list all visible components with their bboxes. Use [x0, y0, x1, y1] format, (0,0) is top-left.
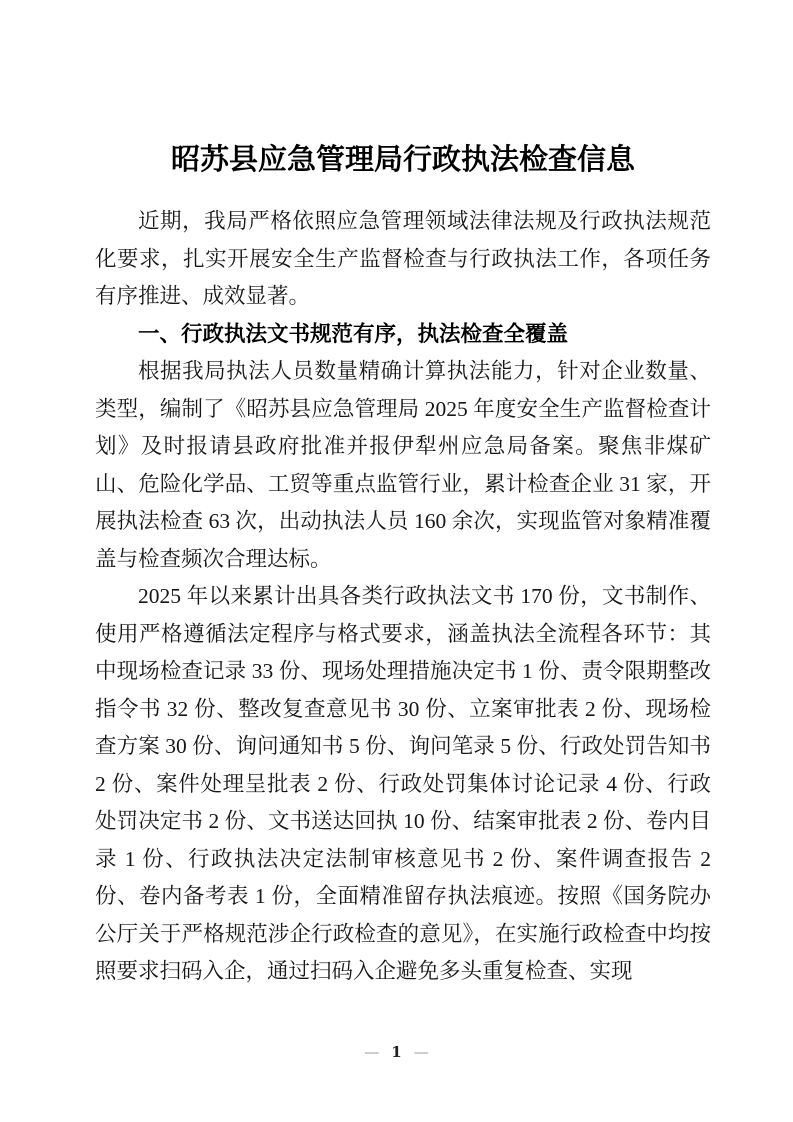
page-footer: [0, 1045, 793, 1060]
page-number-dash-left: —: [364, 1043, 380, 1061]
document-body: [95, 203, 711, 991]
page-number: 1: [391, 1043, 402, 1061]
paragraph-inspection-plan: 根据我局执法人员数量精确计算执法能力，针对企业数量、类型，编制了《昭苏县应急管理局 2025 年度安全生产监督检查计划》及时报请县政府批准并报伊犁州应急局备案。聚焦非煤矿山、危险化学品、工贸等重点监管行业，累计检查企业 31 家，开展执法检查 63 次，出动执法人员 160 余次，实现监管对象精准覆盖与检查频次合理达标。: [95, 359, 711, 571]
paragraph-intro: 近期，我局严格依照应急管理领域法律法规及行政执法规范化要求，扎实开展安全生产监督检查与行政执法工作，各项任务有序推进、成效显著。: [95, 209, 711, 308]
section-heading-1: 一、行政执法文书规范有序，执法检查全覆盖: [138, 321, 569, 346]
paragraph-enforcement-documents: 2025 年以来累计出具各类行政执法文书 170 份，文书制作、使用严格遵循法定程序与格式要求，涵盖执法全流程各环节：其中现场检查记录 33 份、现场处理措施决定书 1 份、责令限期整改指令书 32 份、整改复查意见书 30 份、立案审批表 2 份、现场检查方案 30 份、询问通知书 5 份、询问笔录 5 份、行政处罚告知书 2 份、案件处理呈批表 2 份、行政处罚集体讨论记录 4 份、行政处罚决定书 2 份、文书送达回执 10 份、结案审批表 2 份、卷内目录 1 份、行政执法决定法制审核意见书 2 份、案件调查报告 2 份、卷内备考表 1 份，全面精准留存执法痕迹。按照《国务院办公厅关于严格规范涉企行政检查的意见》，在实施行政检查中均按照要求扫码入企，通过扫码入企避免多头重复检查、实现: [95, 584, 711, 983]
document-title: 昭苏县应急管理局行政执法检查信息: [170, 144, 635, 176]
page-number-dash-right: —: [413, 1043, 429, 1061]
